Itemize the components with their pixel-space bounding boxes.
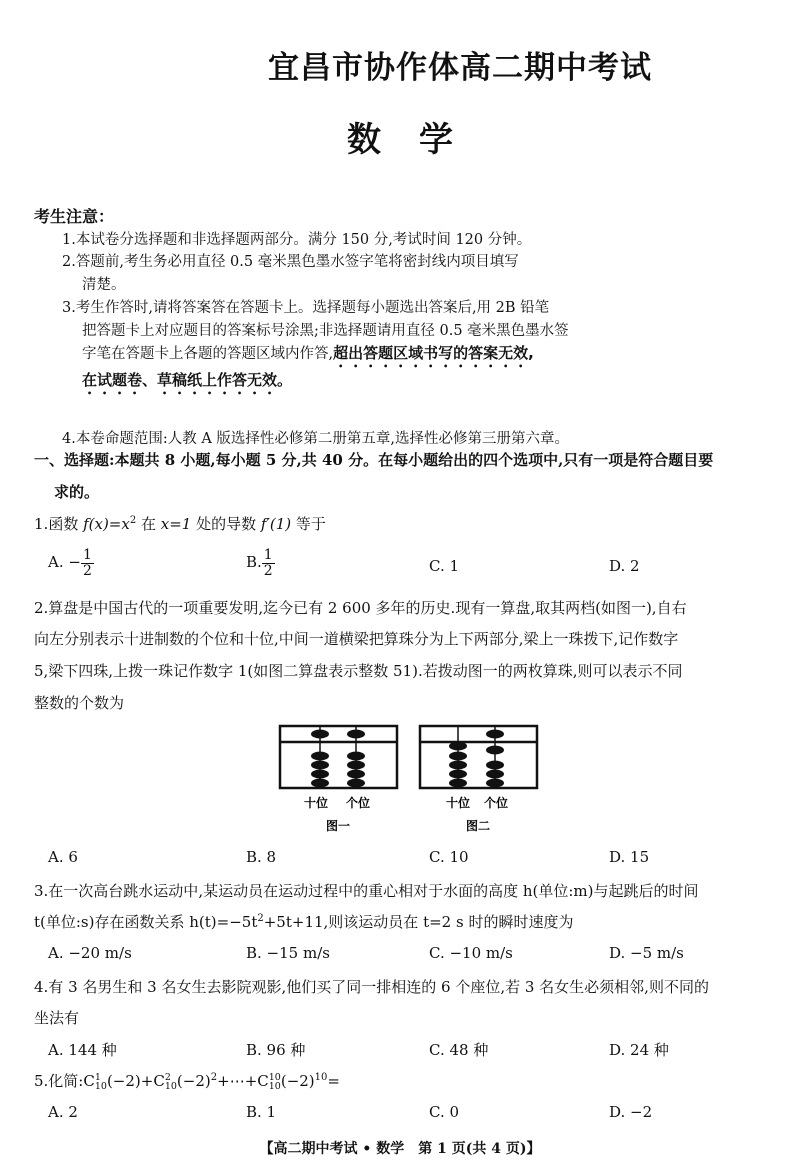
- page-footer: 【高二期中考试 • 数学 第 1 页(共 4 页)】: [259, 1141, 541, 1157]
- question-4-line-2: 坐法有: [34, 1009, 80, 1027]
- q4-option-c: C. 48 种: [429, 1041, 489, 1059]
- question-3-line-2: [34, 911, 573, 932]
- abacus-2-bead: [449, 770, 467, 779]
- q5-ellipsis: +⋯+: [217, 1072, 258, 1090]
- q5-index-2: [165, 1073, 177, 1091]
- q1-option-c: C. 1: [429, 557, 460, 575]
- q1-option-a-fraction: [81, 548, 94, 578]
- abacus-1-bead: [311, 770, 329, 779]
- question-3-line-1: 3.在一次高台跳水运动中,某运动员在运动过程中的重心相对于水面的高度 h(单位:m)与起跳后的时间: [34, 882, 699, 900]
- notice-item-3-cont: 把答题卡上对应题目的答案标号涂黑;非选择题请用直径 0.5 毫米黑色墨水签: [82, 323, 569, 339]
- q1-point: x=1: [160, 515, 192, 533]
- question-5: [34, 1070, 340, 1091]
- q5-sub-3: 10: [268, 1081, 281, 1092]
- q2-option-d: D. 15: [609, 848, 650, 866]
- q1-text-4: 等于: [291, 515, 326, 533]
- q4-option-a: A. 144 种: [48, 1041, 117, 1059]
- exam-title: 宜昌市协作体高二期中考试: [268, 50, 652, 86]
- q5-sub-2: 10: [164, 1081, 177, 1092]
- abacus-2-bead: [486, 779, 504, 788]
- notice-item-3-plain: 字笔在答题卡上各题的答题区域内作答,: [82, 346, 334, 362]
- abacus-2-bead: [486, 730, 504, 739]
- notice-item-2-cont: 清楚。: [82, 277, 126, 293]
- q5-sub-1: 10: [94, 1081, 107, 1092]
- q4-option-b: B. 96 种: [246, 1041, 306, 1059]
- abacus-1-bead: [347, 770, 365, 779]
- q1-option-a: [48, 548, 94, 578]
- question-2-line-4: 整数的个数为: [34, 694, 125, 712]
- q5-option-c: C. 0: [429, 1103, 460, 1121]
- q2-option-b: B. 8: [246, 848, 277, 866]
- abacus-1-bead: [347, 761, 365, 770]
- q1-option-a-numerator: 1: [82, 547, 92, 563]
- q1-option-a-denominator: 2: [82, 562, 92, 579]
- abacus-figure-1: [280, 726, 397, 833]
- section-heading: 一、选择题:本题共 8 小题,每小题 5 分,共 40 分。在每小题给出的四个选项中,只有一项是符合题目要: [34, 451, 714, 469]
- q1-text-3: 处的导数: [191, 515, 261, 533]
- q3-option-b: B. −15 m/s: [246, 944, 330, 962]
- notice-item-1: 1.本试卷分选择题和非选择题两部分。满分 150 分,考试时间 120 分钟。: [62, 232, 532, 248]
- notice-item-2: 2.答题前,考生务必用直径 0.5 毫米黑色墨水签字笔将密封线内项目填写: [62, 254, 519, 270]
- abacus-1-bead: [347, 779, 365, 788]
- question-2-line-1: 2.算盘是中国古代的一项重要发明,迄今已有 2 600 多年的历史.现有一算盘,取其两档(如图一),自右: [34, 599, 687, 617]
- abacus-2-bead: [486, 761, 504, 770]
- q1-option-d: D. 2: [609, 557, 640, 575]
- q3-text: t(单位:s)存在函数关系 h(t)=−5t: [34, 913, 258, 931]
- abacus-1-bead: [347, 752, 365, 761]
- abacus-2-ones-label: 个位: [483, 796, 509, 810]
- q1-option-b-label: B.: [246, 553, 262, 572]
- q5-sup-3: 10: [268, 1071, 281, 1083]
- abacus-2-bead: [449, 761, 467, 770]
- q3-option-d: D. −5 m/s: [609, 944, 684, 962]
- abacus-1-bead: [311, 752, 329, 761]
- q1-text-2: 在: [136, 515, 161, 533]
- abacus-1-bead: [311, 779, 329, 788]
- question-2-line-3: 5,梁下四珠,上拨一珠记作数字 1(如图二算盘表示整数 51).若拨动图一的两枚算珠,则可以表示不同: [34, 662, 683, 680]
- q2-option-a: A. 6: [48, 848, 78, 866]
- abacus-figures: [270, 722, 540, 838]
- q2-option-c: C. 10: [429, 848, 469, 866]
- q1-function: f(x)=x: [83, 515, 130, 533]
- section-heading-cont: 求的。: [54, 483, 100, 501]
- q5-index-3: [269, 1073, 281, 1091]
- notice-item-3-cont2: [82, 342, 534, 371]
- q4-option-d: D. 24 种: [609, 1041, 669, 1059]
- q5-exponent-3: 10: [314, 1072, 328, 1083]
- q5-exponent-2: 2: [210, 1072, 218, 1083]
- q3-text-2: +5t+11,则该运动员在 t=2 s 时的瞬时速度为: [263, 913, 574, 931]
- q1-option-b-denominator: 2: [263, 562, 273, 579]
- q1-option-b-fraction: [262, 548, 275, 578]
- q5-combination: C: [83, 1072, 95, 1090]
- abacus-1-caption: 图一: [325, 819, 351, 833]
- abacus-1-ones-label: 个位: [345, 796, 371, 810]
- q1-option-a-label: A. −: [48, 553, 81, 572]
- notice-item-3: 3.考生作答时,请将答案答在答题卡上。选择题每小题选出答案后,用 2B 铅笔: [62, 300, 550, 316]
- q1-derivative: f′(1): [260, 515, 292, 533]
- abacus-2-bead: [449, 779, 467, 788]
- q5-term-3: (−2): [280, 1072, 315, 1090]
- abacus-1-bead: [347, 730, 365, 739]
- notice-heading: 考生注意：: [34, 207, 115, 226]
- abacus-2-frame: [420, 726, 537, 788]
- q3-option-a: A. −20 m/s: [48, 944, 132, 962]
- question-4-line-1: 4.有 3 名男生和 3 名女生去影院观影,他们买了同一排相连的 6 个座位,若 3 名女生必须相邻,则不同的: [34, 978, 709, 996]
- abacus-1-tens-label: 十位: [303, 796, 329, 810]
- q5-option-b: B. 1: [246, 1103, 277, 1121]
- question-2-line-2: 向左分别表示十进制数的个位和十位,中间一道横梁把算珠分为上下两部分,梁上一珠拨下,记作数字: [34, 630, 679, 648]
- q3-exponent: 2: [257, 913, 264, 924]
- notice-item-3-emphasis-2: 在试题卷、草稿纸上作答无效。: [82, 371, 293, 389]
- q5-term-2: (−2): [176, 1072, 211, 1090]
- q3-option-c: C. −10 m/s: [429, 944, 513, 962]
- q1-number: 1.: [34, 515, 49, 533]
- q5-combination: C: [257, 1072, 269, 1090]
- q5-term-1: (−2)+: [106, 1072, 154, 1090]
- notice-item-3-emphasis: 超出答题区域书写的答案无效,: [333, 344, 534, 362]
- q5-option-a: A. 2: [48, 1103, 78, 1121]
- notice-item-3-cont3: [82, 369, 292, 398]
- q1-exponent: 2: [129, 515, 137, 526]
- q5-sup-1: 1: [94, 1071, 101, 1083]
- abacus-1-bead: [311, 730, 329, 739]
- subject-title: 数学: [347, 120, 491, 160]
- abacus-2-bead: [449, 752, 467, 761]
- q5-sup-2: 2: [164, 1071, 171, 1083]
- abacus-2-bead: [486, 770, 504, 779]
- q5-option-d: D. −2: [609, 1103, 653, 1121]
- q5-index-1: [95, 1073, 107, 1091]
- abacus-2-bead: [449, 742, 467, 751]
- q1-option-b: [246, 548, 275, 578]
- notice-item-4: 4.本卷命题范围:人教 A 版选择性必修第二册第五章,选择性必修第三册第六章。: [62, 431, 570, 447]
- abacus-2-tens-label: 十位: [445, 796, 471, 810]
- abacus-2-caption: 图二: [465, 819, 491, 833]
- abacus-2-bead: [486, 746, 504, 755]
- abacus-1-frame: [280, 726, 397, 788]
- q5-text: 5.化简:: [34, 1072, 84, 1090]
- q5-combination: C: [153, 1072, 165, 1090]
- q5-equals: =: [327, 1072, 340, 1090]
- abacus-1-bead: [311, 761, 329, 770]
- q1-text: 函数: [48, 515, 84, 533]
- q1-option-b-numerator: 1: [263, 547, 273, 563]
- abacus-figure-2: [420, 726, 537, 833]
- question-1: [34, 513, 326, 534]
